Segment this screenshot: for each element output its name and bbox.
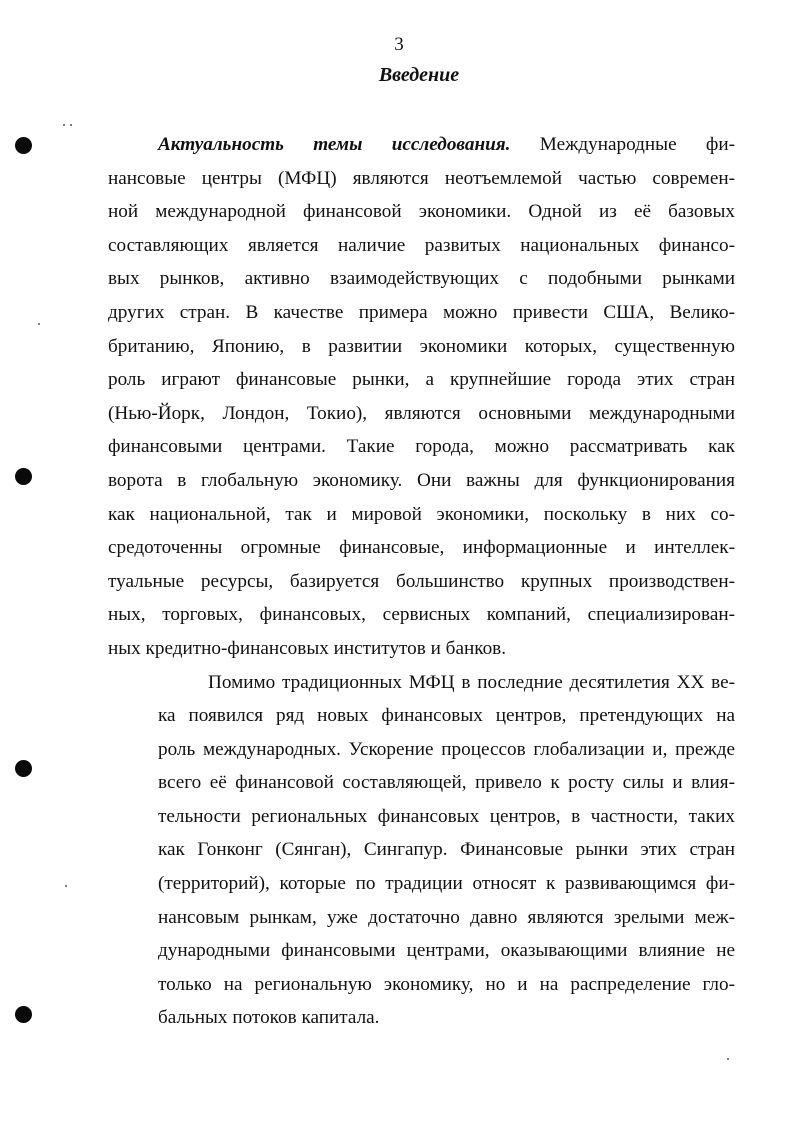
text-line: Помимо традиционных МФЦ в последние десятилетия XX ве- bbox=[208, 671, 735, 693]
scan-speck bbox=[63, 124, 65, 126]
paragraph-2 bbox=[108, 666, 735, 1036]
text-line: финансовыми центрами. Такие города, можно рассматривать как bbox=[108, 436, 735, 458]
text-line: всего её финансовой составляющей, привело к росту силы и влия- bbox=[158, 772, 735, 794]
scan-speck bbox=[70, 124, 72, 126]
text-line: вых рынков, активно взаимодействующих с подобными рынками bbox=[108, 268, 735, 290]
text-line: дународными финансовыми центрами, оказывающими влияние не bbox=[158, 940, 735, 962]
text-line: ных, торговых, финансовых, сервисных компаний, специализирован- bbox=[108, 604, 735, 626]
paragraph-1 bbox=[108, 128, 735, 666]
text-line: (Нью-Йорк, Лондон, Токио), являются основными международными bbox=[108, 402, 735, 424]
punch-hole-4 bbox=[15, 1006, 32, 1023]
text-line: других стран. В качестве примера можно привести США, Велико- bbox=[108, 301, 735, 323]
text-line: нансовым рынкам, уже достаточно давно являются зрелыми меж- bbox=[158, 906, 735, 928]
text-line: бальных потоков капитала. bbox=[158, 1007, 380, 1029]
scan-speck bbox=[727, 1058, 729, 1060]
text-line: Актуальность темы исследования. Международные фи- bbox=[158, 134, 736, 155]
text-line: (территорий), которые по традиции относят к развивающимся фи- bbox=[158, 873, 735, 895]
page-number: 3 bbox=[394, 34, 404, 55]
text-line: средоточенны огромные финансовые, информационные и интеллек- bbox=[108, 537, 735, 559]
text-line: как национальной, так и мировой экономики, поскольку в них со- bbox=[108, 503, 735, 525]
text-line: составляющих является наличие развитых национальных финансо- bbox=[108, 234, 735, 256]
punch-hole-2 bbox=[15, 468, 32, 485]
text-line: только на региональную экономику, но и на распределение гло- bbox=[158, 973, 735, 995]
text-line: ных кредитно-финансовых институтов и банков. bbox=[108, 637, 507, 659]
text-line: туальные ресурсы, базируется большинство крупных производствен- bbox=[108, 570, 735, 592]
text-line: роль международных. Ускорение процессов глобализации и, прежде bbox=[158, 738, 735, 760]
text-line: ворота в глобальную экономику. Они важны для функционирования bbox=[108, 469, 735, 491]
text-line: британию, Японию, в развитии экономики которых, существенную bbox=[108, 335, 735, 357]
scan-speck bbox=[38, 323, 40, 325]
body-text bbox=[108, 128, 735, 1035]
text-line: как Гонконг (Сянган), Сингапур. Финансовые рынки этих стран bbox=[158, 839, 735, 861]
text-line: ка появился ряд новых финансовых центров, претендующих на bbox=[158, 705, 735, 727]
text-line: ной международной финансовой экономики. Одной из её базовых bbox=[108, 201, 735, 223]
lead-phrase: Актуальность темы исследования. bbox=[158, 134, 511, 155]
scan-speck bbox=[65, 885, 67, 887]
section-heading: Введение bbox=[378, 64, 460, 86]
punch-hole-3 bbox=[15, 760, 32, 777]
text-line: роль играют финансовые рынки, а крупнейшие города этих стран bbox=[108, 369, 735, 391]
text-line: тельности региональных финансовых центров, в частности, таких bbox=[158, 805, 735, 827]
punch-hole-1 bbox=[15, 137, 32, 154]
text-line: нансовые центры (МФЦ) являются неотъемлемой частью современ- bbox=[108, 167, 735, 189]
